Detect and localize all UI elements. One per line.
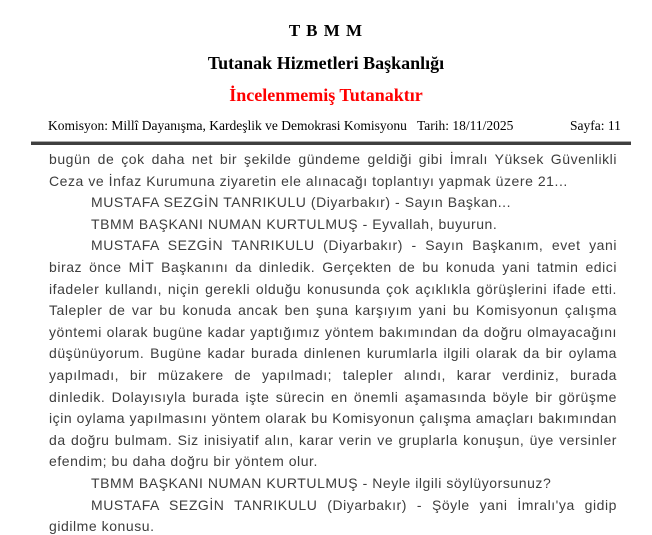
meta-row (0, 118, 652, 136)
transcript-paragraph: TBMM BAŞKANI NUMAN KURTULMUŞ - Neyle ilgili söylüyorsunuz? (91, 474, 552, 491)
tarih-label: Tarih: 18/11/2025 (417, 118, 514, 133)
department-title: Tutanak Hizmetleri Başkanlığı (207, 53, 445, 73)
header-divider (31, 141, 631, 145)
transcript-paragraph: MUSTAFA SEZGİN TANRIKULU (Diyarbakır) - Sayın Başkanım, evet yani biraz önce MİT Başkanını da dinledik. Gerçekten de bu konuda yani tatmin edici ifadeler kullandı, niçin gerekli olduğu konusunda çok açıklıkla görüşlerini ifade etti. Talepler de var bu konuda ancak ben şuna karşıyım yani bu Komisyonun çalışma yöntemi olarak bugüne kadar yaptığımız yöntem bakımından da doğru olmayacağını düşünüyorum. Bugüne kadar burada dinlenen kurumlarla ilgili olarak da bir oylama yapılmadı, bir müzakere de yapılmadı; talepler alındı, karar verdiniz, burada dinledik. Dolayısıyla burada işte sürecin en önemli aşamasında böyle bir görüşme için oylama yapılmasını yöntem olarak bu Komisyonun çalışma amaçları bakımından da doğru bulmam. Siz inisiyatif alın, karar verin ve gruplarla konuşun, üye versinler efendim; bu daha doğru bir yöntem olur. (49, 237, 617, 470)
transcript-body (49, 149, 617, 535)
transcript-paragraph: bugün de çok daha net bir şekilde gündeme geldiği gibi İmralı Yüksek Güvenlikli Ceza ve İnfaz Kurumuna ziyaretin ele alınacağı toplantıyı yapmak üzere 21... (49, 151, 617, 189)
komisyon-label: Komisyon: Millî Dayanışma, Kardeşlik ve Demokrasi Komisyonu (48, 118, 407, 133)
transcript-paragraph: TBMM BAŞKANI NUMAN KURTULMUŞ - Eyvallah, buyurun. (91, 215, 498, 232)
sayfa-label: Sayfa: 11 (570, 118, 621, 133)
transcript-paragraph: MUSTAFA SEZGİN TANRIKULU (Diyarbakır) - Şöyle yani İmralı'ya gidip gidilme konusu. (49, 496, 617, 535)
status-banner: İncelenmemiş Tutanaktır (229, 85, 423, 105)
org-title: T B M M (288, 21, 364, 40)
transcript-paragraph: MUSTAFA SEZGİN TANRIKULU (Diyarbakır) - Sayın Başkan... (91, 194, 512, 211)
